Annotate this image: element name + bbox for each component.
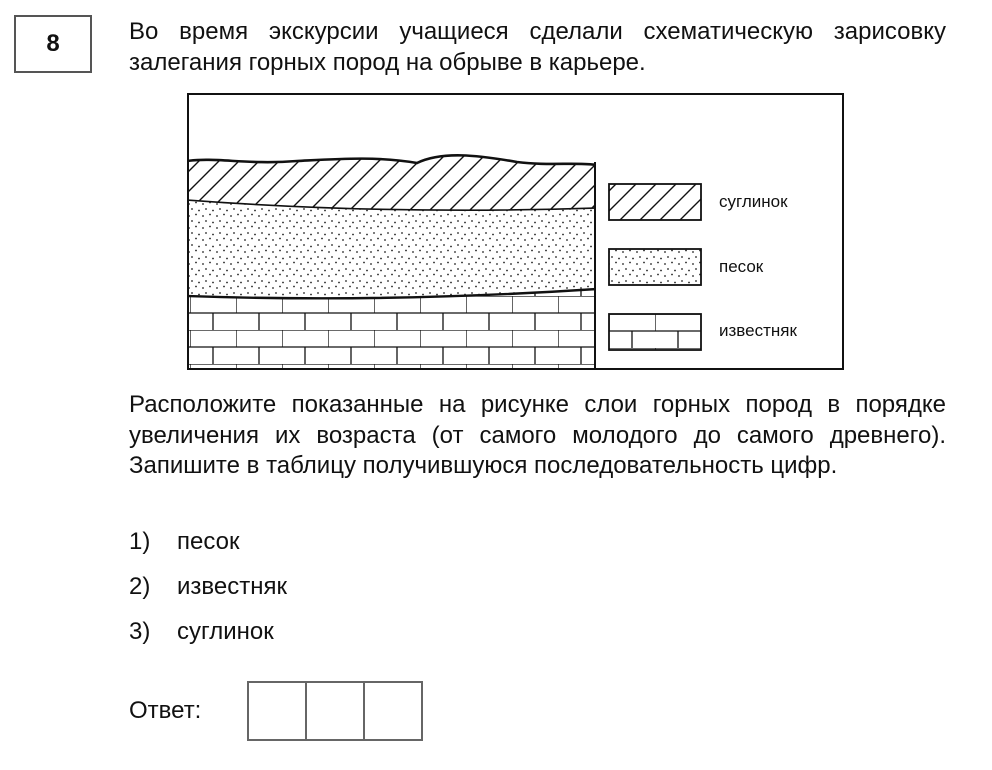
option-text: известняк — [177, 573, 287, 600]
options-list — [129, 527, 287, 662]
cross-section — [187, 155, 597, 370]
option-item — [129, 572, 287, 617]
task-number: 8 — [14, 15, 92, 73]
option-text: песок — [177, 528, 240, 555]
legend-label-loam: суглинок — [719, 192, 788, 211]
answer-label: Ответ: — [129, 697, 202, 724]
legend-item-sand — [609, 249, 764, 285]
task-instruction: Расположите показанные на рисунке слои горных пород в порядке увеличения их возраста (от самого молодого до самого древнего). Запишите в таблицу получившуюся последовательность цифр. — [129, 391, 946, 479]
option-item — [129, 617, 287, 662]
answer-cell-1[interactable] — [249, 683, 307, 739]
legend — [609, 184, 797, 350]
option-text: суглинок — [177, 618, 274, 645]
rock-layers-figure — [187, 93, 844, 370]
answer-cell-3[interactable] — [365, 683, 421, 739]
answer-section — [129, 681, 423, 741]
answer-table — [247, 681, 423, 741]
answer-cell-2[interactable] — [307, 683, 365, 739]
legend-item-loam — [609, 184, 788, 220]
sand-layer — [187, 200, 597, 298]
option-item — [129, 527, 287, 572]
task-intro: Во время экскурсии учащиеся сделали схематическую зарисовку залегания горных пород на обрыве в карьере. — [129, 18, 946, 76]
option-number: 3) — [129, 618, 151, 645]
option-number: 2) — [129, 573, 151, 600]
legend-label-limestone: известняк — [719, 321, 797, 340]
limestone-layer — [187, 289, 597, 370]
legend-label-sand: песок — [719, 257, 764, 276]
option-number: 1) — [129, 528, 151, 555]
legend-item-limestone — [609, 314, 797, 350]
